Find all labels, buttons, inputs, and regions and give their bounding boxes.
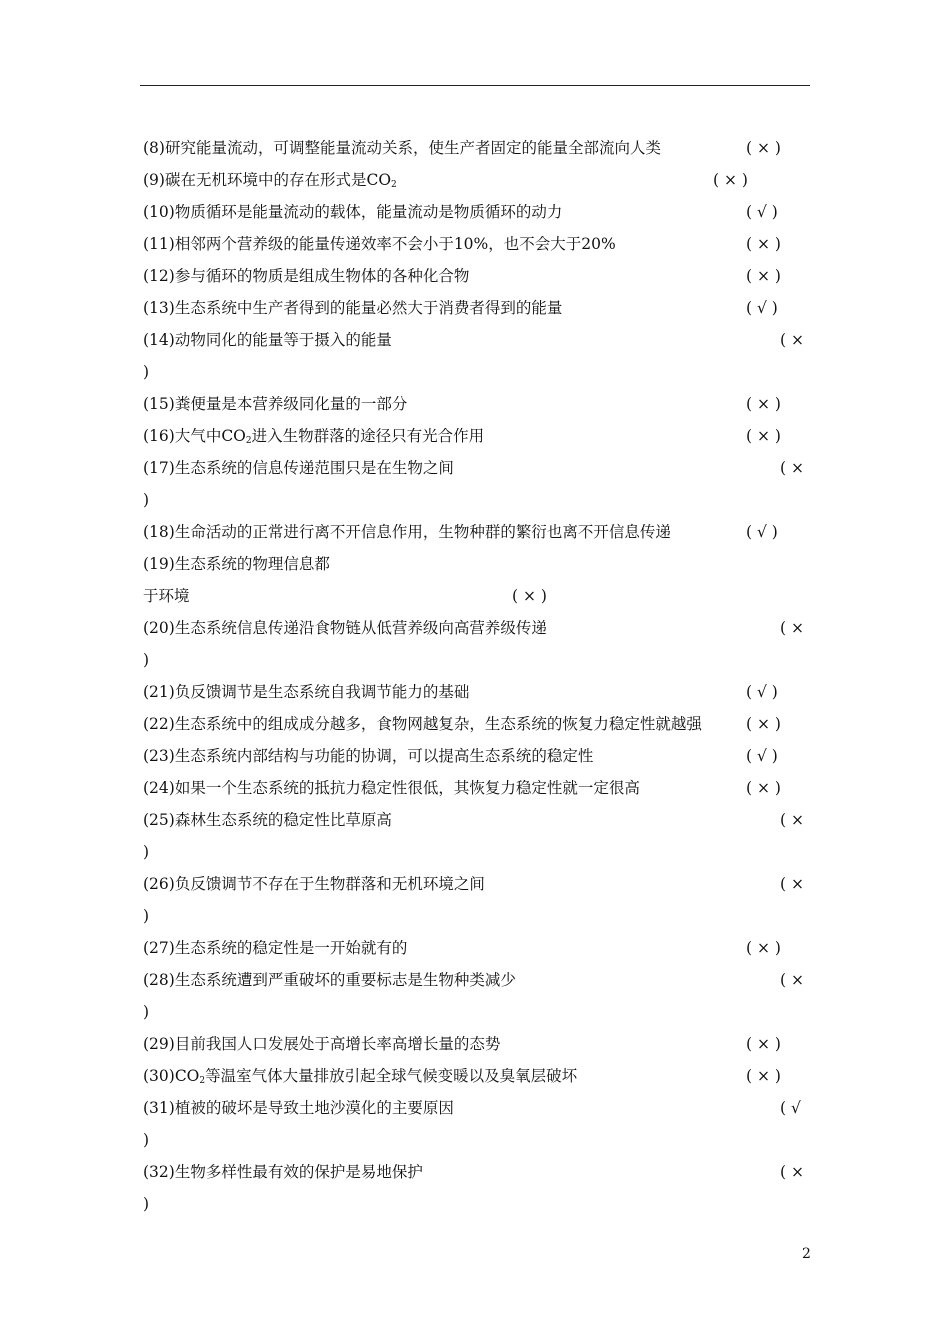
item-13-text: (13)生态系统中生产者得到的能量必然大于消费者得到的能量	[143, 299, 563, 317]
item-22-answer: ( × )	[746, 715, 781, 733]
item-17-text: (17)生态系统的信息传递范围只是在生物之间	[143, 459, 454, 477]
item-20-answer: ( ×	[780, 619, 804, 637]
item-16-text: (16)大气中$CO_2$进入生物群落的途径只有光合作用	[143, 427, 485, 446]
item-16-answer: ( × )	[746, 427, 781, 445]
item-25-answer-close: )	[143, 843, 150, 861]
item-9-answer: ( × )	[713, 171, 748, 189]
item-12-text: (12)参与循环的物质是组成生物体的各种化合物	[143, 267, 470, 285]
item-21-text: (21)负反馈调节是生态系统自我调节能力的基础	[143, 683, 470, 701]
item-32-answer-close: )	[143, 1195, 150, 1213]
item-29-text: (29)目前我国人口发展处于高增长率高增长量的态势	[143, 1035, 501, 1053]
item-32-text: (32)生物多样性最有效的保护是易地保护	[143, 1163, 423, 1181]
item-24-answer: ( × )	[746, 779, 781, 797]
item-32-answer: ( ×	[780, 1163, 804, 1181]
item-15-answer: ( × )	[746, 395, 781, 413]
item-10-answer: ( √ )	[746, 203, 778, 221]
item-22-text: (22)生态系统中的组成成分越多，食物网越复杂，生态系统的恢复力稳定性就越强	[143, 715, 702, 733]
item-14-text: (14)动物同化的能量等于摄入的能量	[143, 331, 392, 349]
item-12-answer: ( × )	[746, 267, 781, 285]
item-25-answer: ( ×	[780, 811, 804, 829]
item-19-text-continued: 于环境	[143, 587, 190, 605]
item-26-answer-close: )	[143, 907, 150, 925]
item-25-text: (25)森林生态系统的稳定性比草原高	[143, 811, 392, 829]
item-31-text: (31)植被的破坏是导致土地沙漠化的主要原因	[143, 1099, 454, 1117]
item-23-text: (23)生态系统内部结构与功能的协调，可以提高生态系统的稳定性	[143, 747, 594, 765]
item-31-answer-close: )	[143, 1131, 150, 1149]
item-14-answer-close: )	[143, 363, 150, 381]
item-19-text: (19)生态系统的物理信息都	[143, 555, 330, 573]
item-17-answer-close: )	[143, 491, 150, 509]
item-27-text: (27)生态系统的稳定性是一开始就有的	[143, 939, 408, 957]
item-14-answer: ( ×	[780, 331, 804, 349]
header-rule	[140, 85, 810, 86]
item-31-answer: ( √	[780, 1099, 801, 1117]
item-27-answer: ( × )	[746, 939, 781, 957]
item-20-text: (20)生态系统信息传递沿食物链从低营养级向高营养级传递	[143, 619, 547, 637]
item-28-text: (28)生态系统遭到严重破坏的重要标志是生物种类减少	[143, 971, 516, 989]
item-13-answer: ( √ )	[746, 299, 778, 317]
page-number: 2	[802, 1246, 811, 1262]
item-8-text: (8)研究能量流动，可调整能量流动关系，使生产者固定的能量全部流向人类	[143, 139, 661, 157]
item-19-answer: ( × )	[512, 587, 547, 605]
item-28-answer: ( ×	[780, 971, 804, 989]
item-9-text: (9)碳在无机环境中的存在形式是$CO_2$	[143, 171, 397, 190]
item-29-answer: ( × )	[746, 1035, 781, 1053]
item-18-text: (18)生命活动的正常进行离不开信息作用，生物种群的繁衍也离不开信息传递	[143, 523, 671, 541]
item-17-answer: ( ×	[780, 459, 804, 477]
item-26-answer: ( ×	[780, 875, 804, 893]
item-10-text: (10)物质循环是能量流动的载体，能量流动是物质循环的动力	[143, 203, 563, 221]
item-30-text: $(30)CO_2$等温室气体大量排放引起全球气候变暖以及臭氧层破坏	[143, 1067, 578, 1086]
item-20-answer-close: )	[143, 651, 150, 669]
item-18-answer: ( √ )	[746, 523, 778, 541]
item-24-text: (24)如果一个生态系统的抵抗力稳定性很低，其恢复力稳定性就一定很高	[143, 779, 640, 797]
item-21-answer: ( √ )	[746, 683, 778, 701]
item-26-text: (26)负反馈调节不存在于生物群落和无机环境之间	[143, 875, 485, 893]
item-15-text: (15)粪便量是本营养级同化量的一部分	[143, 395, 408, 413]
item-28-answer-close: )	[143, 1003, 150, 1021]
item-11-answer: ( × )	[746, 235, 781, 253]
item-11-text: (11)相邻两个营养级的能量传递效率不会小于10%，也不会大于20%	[143, 235, 616, 253]
item-23-answer: ( √ )	[746, 747, 778, 765]
item-30-answer: ( × )	[746, 1067, 781, 1085]
item-8-answer: ( × )	[746, 139, 781, 157]
